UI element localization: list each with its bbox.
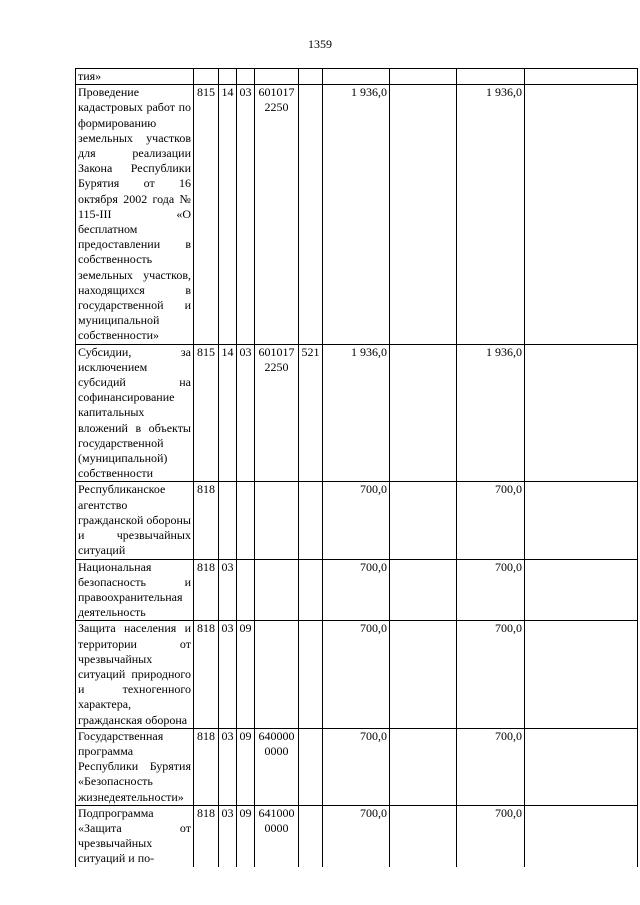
row-name-cell: Подпрограмма «Защита от чрезвычайных ситуаций и по- xyxy=(76,805,194,866)
amount-cell-4 xyxy=(525,728,638,805)
amount-cell-2 xyxy=(390,85,457,344)
pr-code-cell: 03 xyxy=(237,85,255,344)
budget-table xyxy=(75,68,638,867)
gr-code-cell: 815 xyxy=(194,344,219,482)
rz-code-cell: 03 xyxy=(219,728,237,805)
gr-code-cell: 818 xyxy=(194,482,219,559)
row-name-cell: Защита населения и территории от чрезвычайных ситуаций природного и техногенного характера, гражданская оборона xyxy=(76,621,194,728)
row-name-cell: Национальная безопасность и правоохранительная деятельность xyxy=(76,559,194,621)
csr-code-cell xyxy=(255,621,299,728)
pr-code-cell xyxy=(237,69,255,85)
amount-cell-4 xyxy=(525,621,638,728)
csr-code-cell: 601017 2250 xyxy=(255,344,299,482)
amount-cell-1: 700,0 xyxy=(323,621,390,728)
amount-cell-3: 700,0 xyxy=(457,805,525,866)
rz-code-cell: 14 xyxy=(219,85,237,344)
table-row xyxy=(76,728,638,805)
row-name-cell: Субсидии, за исключением субсидий на софинансирование капитальных вложений в объекты государственной (муниципальной) собственности xyxy=(76,344,194,482)
table-row xyxy=(76,621,638,728)
gr-code-cell: 815 xyxy=(194,85,219,344)
amount-cell-4 xyxy=(525,344,638,482)
amount-cell-2 xyxy=(390,805,457,866)
amount-cell-2 xyxy=(390,69,457,85)
amount-cell-1: 700,0 xyxy=(323,805,390,866)
vr-code-cell xyxy=(299,805,323,866)
amount-cell-3: 1 936,0 xyxy=(457,344,525,482)
vr-code-cell xyxy=(299,69,323,85)
amount-cell-4 xyxy=(525,69,638,85)
vr-code-cell xyxy=(299,85,323,344)
rz-code-cell: 14 xyxy=(219,344,237,482)
amount-cell-4 xyxy=(525,559,638,621)
pr-code-cell xyxy=(237,482,255,559)
row-name-cell: тия» xyxy=(76,69,194,85)
row-name-cell: Государственная программа Республики Бурятия «Безопасность жизнедеятельности» xyxy=(76,728,194,805)
csr-code-cell: 641000 0000 xyxy=(255,805,299,866)
row-name-cell: Республиканское агентство гражданской обороны и чрезвычайных ситуаций xyxy=(76,482,194,559)
amount-cell-4 xyxy=(525,85,638,344)
vr-code-cell xyxy=(299,728,323,805)
amount-cell-1: 700,0 xyxy=(323,482,390,559)
pr-code-cell: 03 xyxy=(237,344,255,482)
csr-code-cell: 640000 0000 xyxy=(255,728,299,805)
page-number: 1359 xyxy=(308,37,332,51)
csr-code-cell xyxy=(255,482,299,559)
amount-cell-3: 1 936,0 xyxy=(457,85,525,344)
amount-cell-3 xyxy=(457,69,525,85)
amount-cell-1: 700,0 xyxy=(323,728,390,805)
amount-cell-3: 700,0 xyxy=(457,621,525,728)
table-row xyxy=(76,805,638,866)
vr-code-cell xyxy=(299,559,323,621)
amount-cell-1: 1 936,0 xyxy=(323,85,390,344)
amount-cell-3: 700,0 xyxy=(457,728,525,805)
amount-cell-2 xyxy=(390,621,457,728)
gr-code-cell: 818 xyxy=(194,805,219,866)
gr-code-cell: 818 xyxy=(194,621,219,728)
table-row xyxy=(76,85,638,344)
rz-code-cell: 03 xyxy=(219,805,237,866)
amount-cell-1: 700,0 xyxy=(323,559,390,621)
pr-code-cell: 09 xyxy=(237,728,255,805)
vr-code-cell: 521 xyxy=(299,344,323,482)
vr-code-cell xyxy=(299,482,323,559)
pr-code-cell xyxy=(237,559,255,621)
table-row xyxy=(76,69,638,85)
rz-code-cell xyxy=(219,482,237,559)
amount-cell-2 xyxy=(390,728,457,805)
row-name-cell: Проведение кадастровых работ по формированию земельных участков для реализации Закона Республики Бурятия от 16 октября 2002 года № 115-III «О бесплатном предоставлении в собственность земельных участков, находящихся в государственной и муниципальной собственности» xyxy=(76,85,194,344)
table-row xyxy=(76,344,638,482)
amount-cell-4 xyxy=(525,805,638,866)
amount-cell-2 xyxy=(390,482,457,559)
amount-cell-4 xyxy=(525,482,638,559)
rz-code-cell xyxy=(219,69,237,85)
table-row xyxy=(76,482,638,559)
gr-code-cell: 818 xyxy=(194,559,219,621)
pr-code-cell: 09 xyxy=(237,805,255,866)
vr-code-cell xyxy=(299,621,323,728)
gr-code-cell: 818 xyxy=(194,728,219,805)
amount-cell-1: 1 936,0 xyxy=(323,344,390,482)
amount-cell-2 xyxy=(390,344,457,482)
amount-cell-1 xyxy=(323,69,390,85)
table-row xyxy=(76,559,638,621)
amount-cell-2 xyxy=(390,559,457,621)
amount-cell-3: 700,0 xyxy=(457,559,525,621)
csr-code-cell xyxy=(255,69,299,85)
csr-code-cell: 601017 2250 xyxy=(255,85,299,344)
rz-code-cell: 03 xyxy=(219,559,237,621)
amount-cell-3: 700,0 xyxy=(457,482,525,559)
pr-code-cell: 09 xyxy=(237,621,255,728)
csr-code-cell xyxy=(255,559,299,621)
gr-code-cell xyxy=(194,69,219,85)
rz-code-cell: 03 xyxy=(219,621,237,728)
